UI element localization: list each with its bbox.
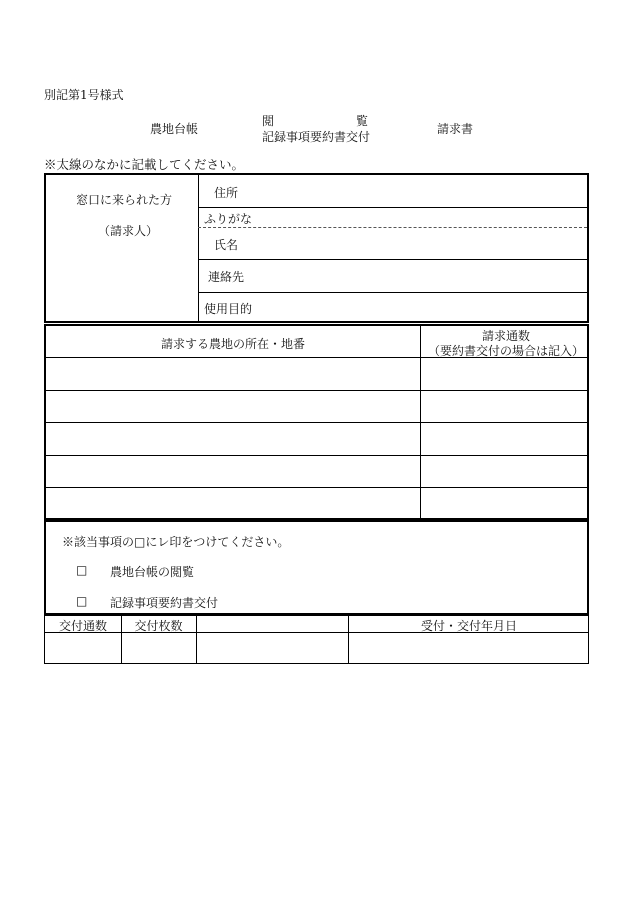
furigana-label: ふりがな — [204, 212, 253, 226]
divider — [198, 175, 199, 321]
divider — [46, 390, 587, 391]
applicant-label: 窓口に来られた方 — [76, 193, 173, 207]
title-summary: 記録事項要約書交付 — [262, 130, 371, 144]
title-ledger: 農地台帳 — [150, 122, 199, 136]
checkbox-icon[interactable]: □ — [76, 563, 88, 577]
issued-sheets-header: 交付枚数 — [134, 619, 183, 633]
applicant-sublabel: （請求人） — [98, 224, 159, 238]
divider — [46, 455, 587, 456]
copies-header: 請求通数 — [481, 329, 530, 343]
divider — [198, 207, 587, 208]
purpose-label: 使用目的 — [204, 302, 253, 316]
form-number-label: 別記第1号様式 — [44, 88, 124, 102]
applicant-section — [44, 173, 589, 323]
option-label: 記録事項要約書交付 — [110, 596, 219, 610]
contact-label: 連絡先 — [208, 270, 245, 284]
divider — [198, 292, 587, 293]
land-table — [44, 324, 589, 520]
land-location-header: 請求する農地の所在・地番 — [160, 337, 305, 351]
name-label: 氏名 — [214, 238, 239, 252]
date-header: 受付・交付年月日 — [420, 619, 517, 633]
divider — [198, 259, 587, 260]
issued-copies-header: 交付通数 — [58, 619, 107, 633]
checkbox-icon[interactable]: □ — [76, 594, 88, 608]
divider — [198, 227, 587, 228]
instruction-note: ※太線のなかに記載してください。 — [44, 157, 245, 172]
title-eturan-char1: 閲 — [262, 114, 275, 128]
divider — [196, 616, 197, 663]
option-label: 農地台帳の閲覧 — [110, 565, 195, 579]
title-request: 請求書 — [437, 122, 474, 136]
check-instruction: ※該当事項の□にレ印をつけてください。 — [62, 535, 290, 549]
divider — [46, 357, 587, 358]
check-section — [44, 520, 589, 615]
divider — [46, 422, 587, 423]
copies-header-note: （要約書交付の場合は記入） — [427, 344, 584, 358]
address-label: 住所 — [214, 186, 239, 200]
office-table — [44, 615, 589, 664]
divider — [46, 487, 587, 488]
title-eturan-char2: 覧 — [356, 114, 369, 128]
